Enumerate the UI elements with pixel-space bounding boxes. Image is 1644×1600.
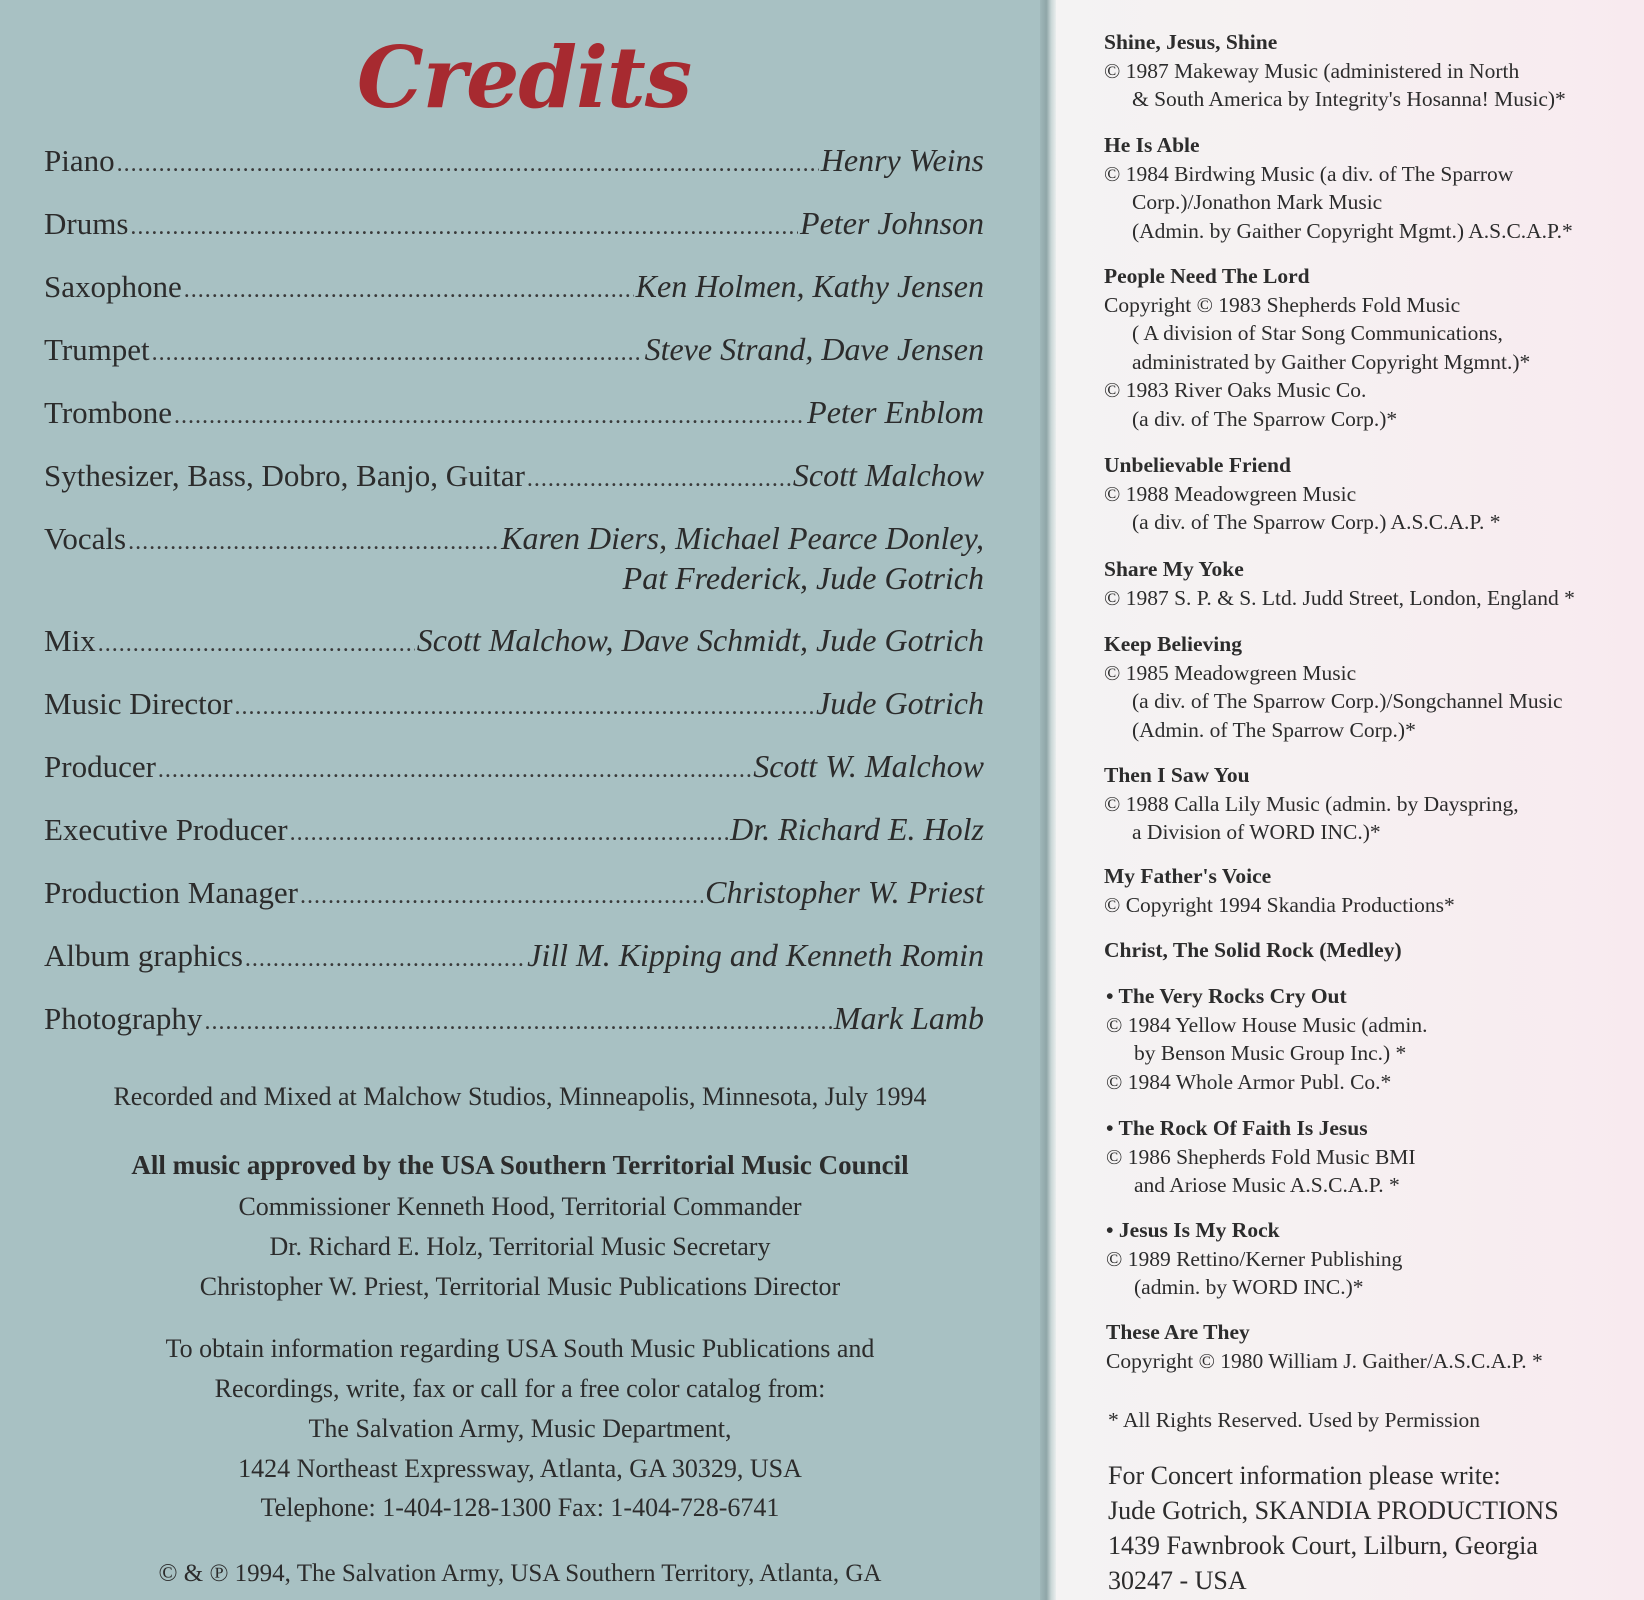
dot-leader bbox=[117, 144, 819, 184]
medley-item bbox=[1106, 982, 1636, 1096]
song-copyright-line: by Benson Music Group Inc.) * bbox=[1134, 1041, 1407, 1065]
song-title: Share My Yoke bbox=[1104, 557, 1244, 581]
credit-name: Mark Lamb bbox=[833, 1000, 984, 1036]
credit-name: Ken Holmen, Kathy Jensen bbox=[635, 268, 984, 304]
credit-role: Producer bbox=[44, 749, 156, 784]
dot-leader bbox=[290, 813, 728, 853]
medley-item bbox=[1106, 1114, 1636, 1200]
song-credit bbox=[1104, 262, 1634, 433]
medley-title: • The Rock Of Faith Is Jesus bbox=[1106, 1114, 1636, 1143]
dot-leader bbox=[158, 750, 751, 790]
concert-info bbox=[1108, 1458, 1638, 1598]
song-copyright-line: (Admin. by Gaither Copyright Mgmt.) A.S.C.A.P.* bbox=[1132, 218, 1573, 243]
credit-row bbox=[44, 455, 984, 499]
song-copyright-line: (Admin. of The Sparrow Corp.)* bbox=[1132, 717, 1416, 742]
song-title: Keep Believing bbox=[1104, 632, 1242, 656]
credit-name: Peter Enblom bbox=[807, 394, 984, 430]
song-copyright-line: © 1987 S. P. & S. Ltd. Judd Street, London, England * bbox=[1104, 585, 1575, 610]
song-title: Shine, Jesus, Shine bbox=[1104, 30, 1278, 54]
credit-role: Mix bbox=[44, 623, 96, 658]
credit-role: Music Director bbox=[44, 686, 233, 721]
credit-name: Scott Malchow bbox=[792, 457, 984, 493]
song-credit bbox=[1104, 630, 1634, 744]
song-copyright-line: © 1986 Shepherds Fold Music BMI bbox=[1106, 1144, 1416, 1169]
credit-row bbox=[44, 872, 984, 916]
song-copyright-line: administrated by Gaither Copyright Mgmnt.)* bbox=[1132, 349, 1531, 374]
dot-leader bbox=[128, 522, 499, 562]
council-line: Commissioner Kenneth Hood, Territorial Commander bbox=[238, 1192, 802, 1221]
recording-note: Recorded and Mixed at Malchow Studios, Minneapolis, Minnesota, July 1994 bbox=[113, 1082, 927, 1111]
song-title: People Need The Lord bbox=[1104, 264, 1310, 288]
credit-role: Executive Producer bbox=[44, 812, 288, 847]
song-title: He Is Able bbox=[1104, 133, 1200, 157]
contact-line: The Salvation Army, Music Department, bbox=[308, 1414, 732, 1443]
song-copyright-line: © 1987 Makeway Music (administered in North bbox=[1104, 58, 1520, 83]
song-title: Then I Saw You bbox=[1104, 763, 1250, 787]
song-copyright-line: © 1984 Whole Armor Publ. Co.* bbox=[1106, 1069, 1392, 1094]
credit-row bbox=[44, 140, 984, 184]
credit-role: Vocals bbox=[44, 521, 127, 556]
contact-line: 1424 Northeast Expressway, Atlanta, GA 30329, USA bbox=[238, 1454, 802, 1483]
credit-role: Drums bbox=[44, 206, 129, 241]
song-copyright-line: Copyright © 1980 William J. Gaither/A.S.C.A.P. * bbox=[1106, 1348, 1543, 1373]
credit-role: Trombone bbox=[44, 395, 173, 430]
credit-row bbox=[44, 329, 984, 373]
credit-name: Christopher W. Priest bbox=[705, 874, 984, 910]
song-copyright-line: and Ariose Music A.S.C.A.P. * bbox=[1134, 1173, 1400, 1197]
song-credit bbox=[1104, 761, 1634, 847]
credit-name: Steve Strand, Dave Jensen bbox=[644, 331, 984, 367]
dot-leader bbox=[527, 459, 791, 499]
credit-name: Dr. Richard E. Holz bbox=[730, 811, 984, 847]
dot-leader bbox=[300, 876, 703, 916]
contact-line: Recordings, write, fax or call for a free color catalog from: bbox=[214, 1374, 826, 1403]
credit-role: Album graphics bbox=[44, 938, 243, 973]
council-line: Dr. Richard E. Holz, Territorial Music Secretary bbox=[269, 1232, 771, 1261]
copyright-notice: © & ℗ 1994, The Salvation Army, USA Southern Territory, Atlanta, GA bbox=[158, 1560, 882, 1587]
credit-name: Karen Diers, Michael Pearce Donley, bbox=[501, 520, 984, 556]
credit-role: Trumpet bbox=[44, 332, 150, 367]
credit-name: Scott Malchow, Dave Schmidt, Jude Gotrich bbox=[416, 622, 984, 658]
contact-line: Telephone: 1-404-128-1300 Fax: 1-404-728-6741 bbox=[260, 1493, 780, 1522]
credit-name: Scott W. Malchow bbox=[753, 748, 984, 784]
credit-name: Peter Johnson bbox=[800, 205, 984, 241]
credit-name: Henry Weins bbox=[820, 142, 984, 178]
dot-leader bbox=[235, 687, 815, 727]
song-title: Christ, The Solid Rock (Medley) bbox=[1104, 938, 1402, 962]
credit-name: Jude Gotrich bbox=[816, 685, 984, 721]
credit-row bbox=[44, 809, 984, 853]
song-title: These Are They bbox=[1106, 1320, 1250, 1344]
song-copyright-line: © 1985 Meadowgreen Music bbox=[1104, 660, 1357, 685]
dot-leader bbox=[130, 207, 798, 247]
song-title: Unbelievable Friend bbox=[1104, 453, 1291, 477]
credit-row bbox=[44, 620, 984, 664]
rights-note: * All Rights Reserved. Used by Permission bbox=[1108, 1408, 1481, 1432]
song-copyright-line: © Copyright 1994 Skandia Productions* bbox=[1104, 892, 1455, 917]
credit-name: Jill M. Kipping and Kenneth Romin bbox=[527, 937, 984, 973]
council-line: Christopher W. Priest, Territorial Music Publications Director bbox=[199, 1272, 841, 1301]
song-copyright-line: & South America by Integrity's Hosanna! Music)* bbox=[1132, 87, 1566, 111]
credit-role: Sythesizer, Bass, Dobro, Banjo, Guitar bbox=[44, 458, 525, 493]
song-credit bbox=[1104, 555, 1634, 612]
song-copyright-line: (admin. by WORD INC.)* bbox=[1134, 1275, 1364, 1299]
dot-leader bbox=[245, 939, 525, 979]
credit-row bbox=[44, 518, 984, 596]
song-copyright-line: © 1988 Meadowgreen Music bbox=[1104, 481, 1357, 506]
dot-leader bbox=[152, 333, 643, 373]
medley-title: • Jesus Is My Rock bbox=[1106, 1216, 1636, 1245]
dot-leader bbox=[174, 396, 805, 436]
song-copyright-line: Copyright © 1983 Shepherds Fold Music bbox=[1104, 292, 1461, 317]
credit-row bbox=[44, 935, 984, 979]
song-credit bbox=[1106, 1318, 1636, 1375]
song-title: My Father's Voice bbox=[1104, 864, 1272, 888]
song-copyright-line: © 1983 River Oaks Music Co. bbox=[1104, 378, 1367, 402]
credit-row bbox=[44, 998, 984, 1042]
council-heading: All music approved by the USA Southern Territorial Music Council bbox=[131, 1150, 909, 1180]
credit-role: Photography bbox=[44, 1001, 203, 1036]
credit-row bbox=[44, 266, 984, 310]
credit-row bbox=[44, 203, 984, 247]
contact-line: To obtain information regarding USA South Music Publications and bbox=[165, 1334, 875, 1363]
credit-name-continued: Pat Frederick, Jude Gotrich bbox=[622, 560, 984, 596]
song-credit bbox=[1104, 28, 1634, 114]
song-credit bbox=[1104, 451, 1634, 537]
song-credit bbox=[1104, 936, 1634, 965]
song-copyright-line: © 1984 Yellow House Music (admin. bbox=[1106, 1012, 1428, 1037]
song-copyright-line: © 1989 Rettino/Kerner Publishing bbox=[1106, 1246, 1403, 1271]
song-copyright-line: a Division of WORD INC.)* bbox=[1132, 820, 1381, 844]
medley-title: • The Very Rocks Cry Out bbox=[1106, 982, 1636, 1011]
page-fold bbox=[1040, 0, 1056, 1600]
credit-row bbox=[44, 683, 984, 727]
dot-leader bbox=[204, 1002, 831, 1042]
credit-row bbox=[44, 746, 984, 790]
credit-role: Production Manager bbox=[44, 875, 298, 910]
credits-title: Credits bbox=[356, 28, 692, 127]
song-copyright-line: ( A division of Star Song Communications, bbox=[1132, 321, 1503, 345]
song-copyright-line: (a div. of The Sparrow Corp.)/Songchannel Music bbox=[1132, 689, 1563, 713]
song-copyright-line: Corp.)/Jonathon Mark Music bbox=[1132, 190, 1383, 214]
concert-line: For Concert information please write: bbox=[1108, 1461, 1501, 1490]
concert-line: 30247 - USA bbox=[1108, 1566, 1247, 1595]
song-credit bbox=[1104, 862, 1634, 919]
concert-line: Jude Gotrich, SKANDIA PRODUCTIONS bbox=[1108, 1496, 1559, 1525]
dot-leader bbox=[184, 270, 634, 310]
dot-leader bbox=[98, 624, 415, 664]
song-credit bbox=[1104, 131, 1634, 245]
concert-line: 1439 Fawnbrook Court, Lilburn, Georgia bbox=[1108, 1531, 1538, 1560]
credit-row bbox=[44, 392, 984, 436]
song-copyright-line: © 1984 Birdwing Music (a div. of The Sparrow bbox=[1104, 161, 1514, 186]
song-copyright-line: (a div. of The Sparrow Corp.) A.S.C.A.P. * bbox=[1132, 510, 1501, 534]
credit-role: Saxophone bbox=[44, 269, 182, 304]
song-copyright-line: © 1988 Calla Lily Music (admin. by Dayspring, bbox=[1104, 791, 1519, 816]
credit-role: Piano bbox=[44, 143, 115, 178]
medley-item bbox=[1106, 1216, 1636, 1302]
song-copyright-line: (a div. of The Sparrow Corp.)* bbox=[1132, 406, 1398, 431]
